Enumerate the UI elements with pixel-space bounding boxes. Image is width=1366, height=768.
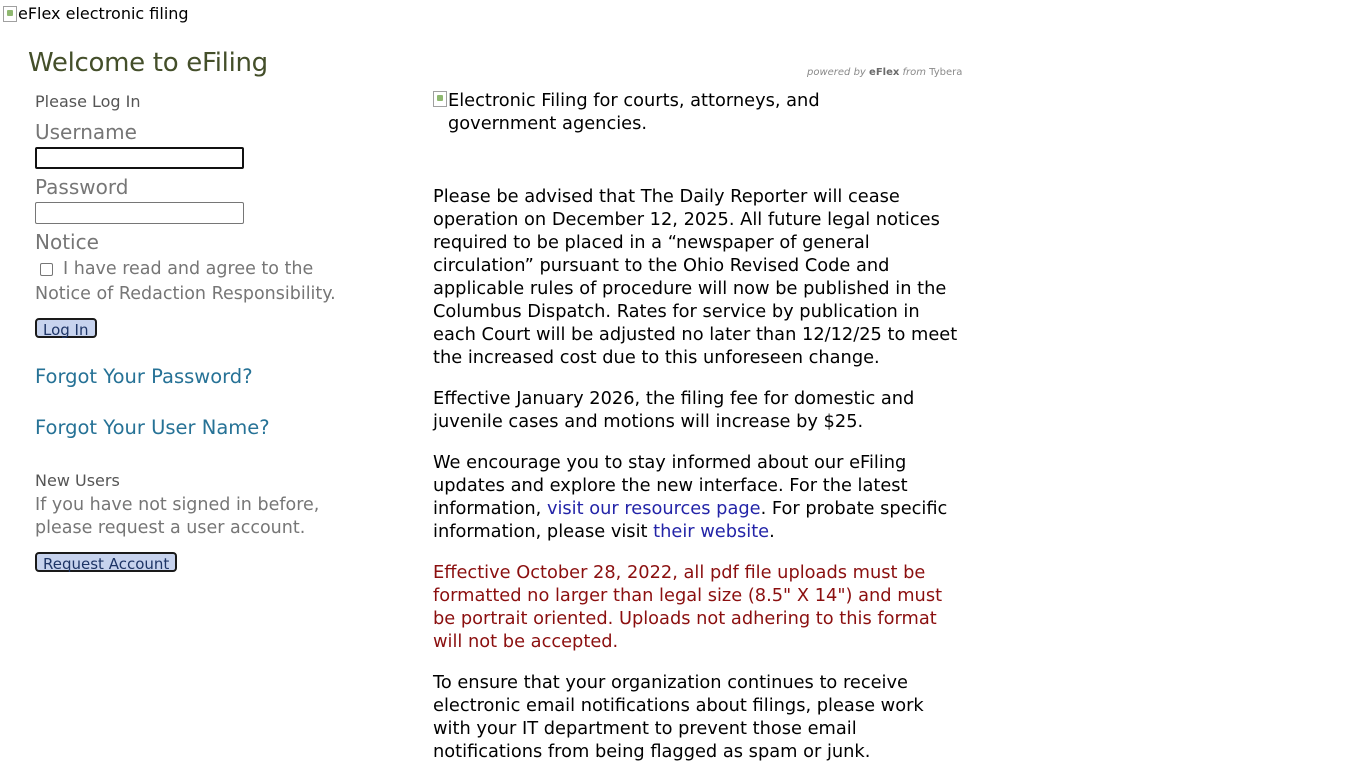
login-panel <box>35 92 365 573</box>
broken-image-icon <box>433 91 447 107</box>
page-title: Welcome to eFiling <box>28 48 268 78</box>
powered-brand: eFlex <box>869 67 900 78</box>
password-label: Password <box>35 175 129 199</box>
forgot-password-link[interactable]: Forgot Your Password? <box>35 365 253 388</box>
login-button[interactable]: Log In <box>35 318 97 338</box>
announcement-updates <box>433 451 958 543</box>
notice-line1: I have read and agree to the <box>63 259 314 279</box>
powered-from: from <box>899 67 930 78</box>
announcement-filing-fee: Effective January 2026, the filing fee for domestic and juvenile cases and motions will increase by $25. <box>433 388 915 432</box>
resources-page-link[interactable]: visit our resources page <box>546 498 761 519</box>
updates-text-start: We encourage you to stay informed about our eFiling updates and explore the new interface. For the latest information, <box>433 452 908 519</box>
username-label: Username <box>35 120 137 144</box>
request-account-button[interactable]: Request Account <box>35 552 177 572</box>
forgot-username-link[interactable]: Forgot Your User Name? <box>35 416 270 439</box>
tagline-image <box>433 89 958 135</box>
notice-line2: Notice of Redaction Responsibility. <box>35 284 336 304</box>
announcement-pdf-format: Effective October 28, 2022, all pdf file uploads must be formatted no larger than legal size (8.5" X 14") and must be portrait oriented. Uploads not adhering to this format will not be accepted. <box>433 562 943 652</box>
logo-alt-text: eFlex electronic filing <box>18 4 189 23</box>
announcement-email-notifications: To ensure that your organization continues to receive electronic email notifications about filings, please work with your IT department to prevent those email notifications from being flagged as spam or junk. <box>433 672 924 762</box>
powered-by <box>807 67 962 78</box>
notice-label: Notice <box>35 230 99 254</box>
updates-text-mid: . For probate specific information, please visit <box>433 498 948 542</box>
password-input[interactable] <box>35 202 244 224</box>
updates-text-end: . <box>769 521 775 542</box>
powered-company: Tybera <box>929 67 963 78</box>
notice-agree-checkbox[interactable] <box>40 263 53 276</box>
eflex-logo <box>3 4 189 23</box>
new-users-heading: New Users <box>35 471 120 490</box>
login-heading: Please Log In <box>35 92 141 111</box>
broken-image-icon <box>3 6 17 22</box>
username-input[interactable] <box>35 147 244 169</box>
tagline-alt-text: Electronic Filing for courts, attorneys, and government agencies. <box>448 90 820 134</box>
powered-prefix: powered by <box>807 67 870 78</box>
new-users-text: If you have not signed in before, please request a user account. <box>35 495 320 538</box>
announcements <box>433 89 958 763</box>
announcement-daily-reporter: Please be advised that The Daily Reporter will cease operation on December 12, 2025. All future legal notices required to be placed in a “newspaper of general circulation” pursuant to the Ohio Revised Code and applicable rules of procedure will now be published in the Columbus Dispatch. Rates for service by publication in each Court will be adjusted no later than 12/12/25 to meet the increased cost due to this unforeseen change. <box>433 186 958 368</box>
probate-website-link[interactable]: their website <box>653 521 770 542</box>
notice-agreement <box>35 258 365 306</box>
